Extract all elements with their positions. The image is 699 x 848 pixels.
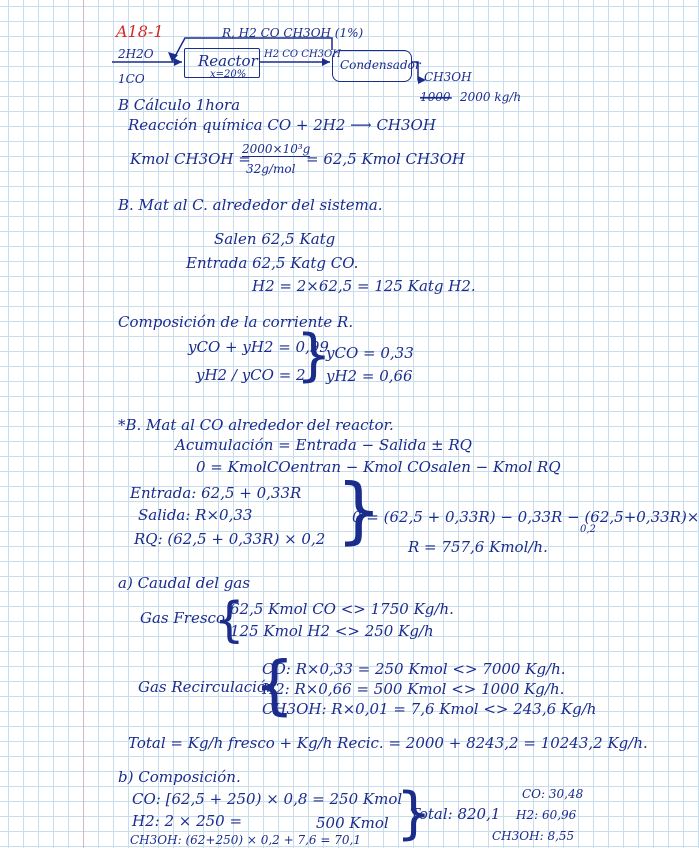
fresh-gas-line2: 125 Kmol H2 <> 250 Kg/h: [230, 622, 434, 640]
comp-ch3oh-line: CH3OH: (62+250) × 0,2 + 7,6 = 70,1: [130, 833, 361, 847]
balance-co-title: *B. Mat al CO alrededor del reactor.: [118, 416, 394, 434]
total-flow: Total = Kg/h fresco + Kg/h Recic. = 2000 + 8243,2 = 10243,2 Kg/h.: [128, 734, 648, 752]
composition-total-brace: }: [396, 781, 432, 846]
page-margin-line: [83, 0, 84, 848]
comp-h2-line-a: H2: 2 × 250 =: [132, 812, 243, 830]
composition-eq1: yCO + yH2 = 0,99: [188, 338, 329, 356]
comp-h2-line-b: 500 Kmol: [316, 814, 389, 832]
product-rate: 2000 kg/h: [460, 90, 522, 104]
balance-c-line2: Entrada 62,5 Katg CO.: [186, 254, 359, 272]
balance-co-entrada: Entrada: 62,5 + 0,33R: [130, 484, 302, 502]
feed-arrow-icon: [174, 58, 182, 66]
product-rate-struck: 1000: [420, 90, 451, 104]
feed-co-label: 1CO: [118, 72, 145, 86]
reactor-label: Reactor: [198, 52, 258, 70]
composition-brace: }: [296, 323, 332, 388]
balance-co-result-eq: 0 = (62,5 + 0,33R) − 0,33R − (62,5+0,33R)×: [352, 508, 699, 526]
kmol-calc-rhs: = 62,5 Kmol CH3OH: [306, 150, 466, 168]
pct-ch3oh: CH3OH: 8,55: [492, 829, 575, 843]
recycle-label: R, H2 CO CH3OH (1%): [222, 26, 364, 40]
section-b-title: b) Composición.: [118, 768, 241, 786]
fresh-gas-line1: 62,5 Kmol CO <> 1750 Kg/h.: [230, 600, 454, 618]
recycle-gas-label: Gas Recirculación: [138, 678, 276, 696]
basis-title: B Cálculo 1hora: [118, 96, 241, 114]
recycle-gas-line1: CO: R×0,33 = 250 Kmol <> 7000 Kg/h.: [262, 660, 566, 678]
comp-co-line: CO: [62,5 + 250) × 0,8 = 250 Kmol: [132, 790, 403, 808]
balance-co-zero: 0 = KmolCOentran − Kmol COsalen − Kmol RQ: [196, 458, 561, 476]
fresh-gas-brace: {: [214, 592, 245, 648]
composition-res1: yCO = 0,33: [326, 344, 414, 362]
composition-res2: yH2 = 0,66: [326, 367, 413, 385]
balance-c-line1: Salen 62,5 Katg: [214, 230, 336, 248]
composition-eq2: yH2 / yCO = 2: [196, 366, 306, 384]
balance-c-title: B. Mat al C. alrededor del sistema.: [118, 196, 383, 214]
recycle-gas-brace: {: [254, 649, 295, 723]
balance-co-salida: Salida: R×0,33: [138, 506, 253, 524]
fresh-gas-label: Gas Fresco: [140, 609, 225, 627]
recycle-gas-line3: CH3OH: R×0,01 = 7,6 Kmol <> 243,6 Kg/h: [262, 700, 597, 718]
mid-stream-label: H2 CO CH3OH: [264, 49, 341, 60]
balance-co-result-eq-tail: 0,2: [580, 524, 596, 535]
section-a-title: a) Caudal del gas: [118, 574, 251, 592]
composition-r-title: Composición de la corriente R.: [118, 313, 354, 331]
balance-co-result-r: R = 757,6 Kmol/h.: [408, 538, 548, 556]
condenser-label: Condensador: [340, 58, 421, 72]
balance-co-rq: RQ: (62,5 + 0,33R) × 0,2: [134, 530, 326, 548]
reaction-equation: Reacción química CO + 2H2 ⟶ CH3OH: [128, 116, 436, 134]
problem-code: A18-1: [116, 22, 164, 41]
balance-c-line3: H2 = 2×62,5 = 125 Katg H2.: [252, 277, 476, 295]
product-label: CH3OH: [424, 70, 472, 84]
composition-total: Total: 820,1: [410, 805, 501, 823]
balance-co-brace: }: [336, 468, 382, 552]
balance-co-accum: Acumulación = Entrada − Salida ± RQ: [175, 436, 472, 454]
kmol-calc-denominator: 32g/mol: [246, 162, 296, 176]
reactor-conversion: x=20%: [210, 69, 247, 80]
recycle-gas-line2: H2: R×0,66 = 500 Kmol <> 1000 Kg/h.: [262, 680, 565, 698]
pct-h2: H2: 60,96: [516, 808, 577, 822]
pct-co: CO: 30,48: [522, 787, 584, 801]
kmol-calc-numerator: 2000×10³g: [242, 142, 311, 156]
kmol-calc-lhs: Kmol CH3OH =: [130, 150, 251, 168]
feed-h2-label: 2H2O: [118, 47, 154, 61]
